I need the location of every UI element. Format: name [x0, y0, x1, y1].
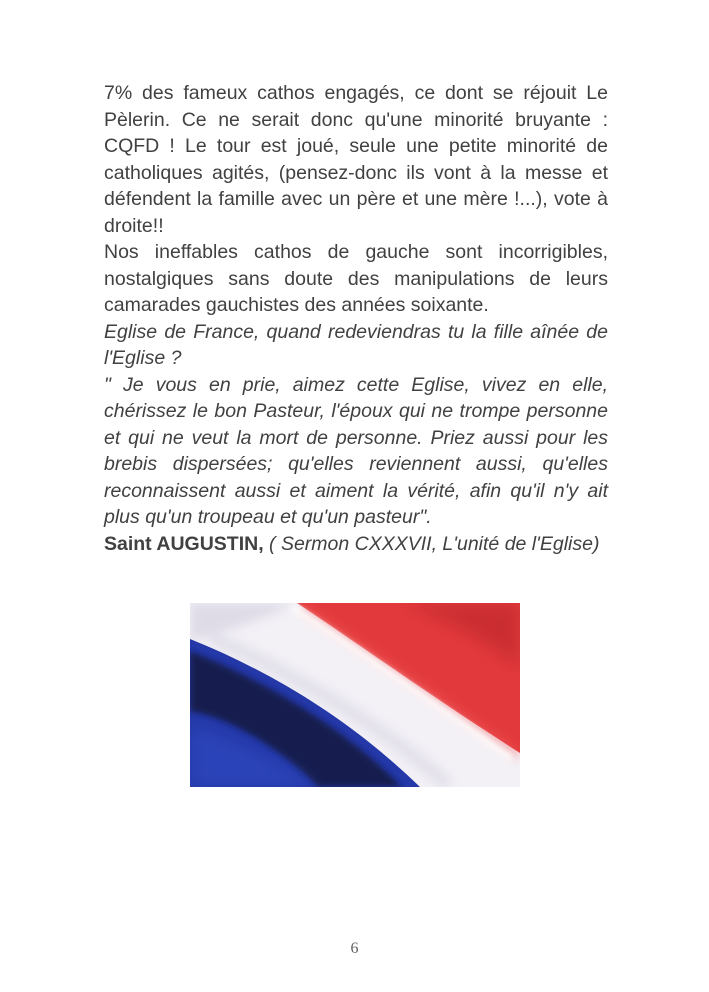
french-flag-image — [190, 603, 520, 787]
attribution-source: ( Sermon CXXXVII, L'unité de l'Eglise) — [263, 532, 600, 555]
attribution-author: Saint AUGUSTIN, — [104, 532, 264, 555]
attribution-line — [104, 531, 608, 558]
text-block — [104, 80, 608, 557]
paragraph-cathos-engages: 7% des fameux cathos engagés, ce dont se réjouit Le Pèlerin. Ce ne serait donc qu'une minorité bruyante : CQFD ! Le tour est joué, seule une petite minorité de catholiques agités, (pensez-donc ils vont à la messe et défendent la famille avec un père et une mère !...), vote à droite!! — [104, 82, 608, 237]
french-flag-svg — [190, 603, 520, 787]
page-number: 6 — [350, 940, 359, 957]
heading-eglise-de-france: Eglise de France, quand redeviendras tu la fille aînée de l'Eglise ? — [104, 320, 608, 369]
quote-saint-augustin: " Je vous en prie, aimez cette Eglise, vivez en elle, chérissez le bon Pasteur, l'époux qui ne trompe personne et qui ne veut la mort de personne. Priez aussi pour les brebis dispersées; qu'elles reviennent aussi, qu'elles reconnaissent aussi et aiment la vérité, afin qu'il n'y ait plus qu'un troupeau et qu'un pasteur". — [104, 373, 608, 528]
paragraph-cathos-de-gauche: Nos ineffables cathos de gauche sont incorrigibles, nostalgiques sans doute des manipulations de leurs camarades gauchistes des années soixante. — [104, 241, 608, 316]
